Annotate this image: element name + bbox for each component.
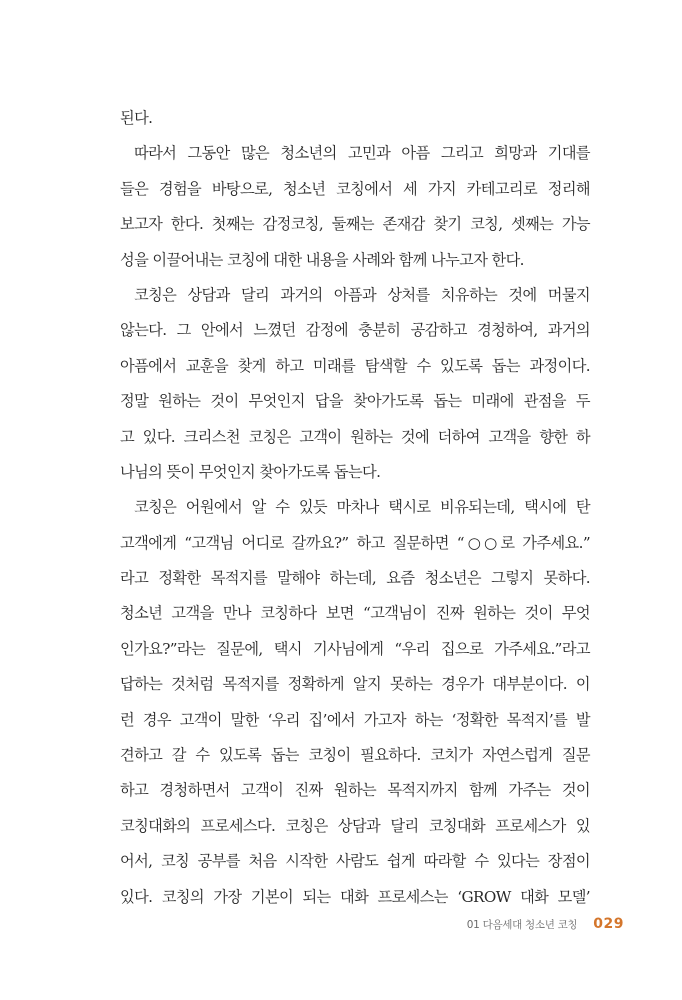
text-line: 된다.: [120, 109, 153, 127]
text-line: 답하는 것처럼 목적지를 정확하게 알지 못하는 경우가 대부분이다. 이: [120, 675, 590, 694]
text-line: 런 경우 고객이 말한 ‘우리 집’에서 가고자 하는 ‘정확한 목적지’를 발: [120, 710, 590, 729]
text-line: 않는다. 그 안에서 느꼈던 감정에 충분히 공감하고 경청하여, 과거의: [120, 321, 590, 340]
running-footer-chapter: 01 다음세대 청소년 코칭: [466, 919, 578, 931]
text-line: 아픔에서 교훈을 찾게 하고 미래를 탐색할 수 있도록 돕는 과정이다.: [120, 356, 590, 375]
page-footer: [467, 916, 624, 936]
text-line: 어서, 코칭 공부를 처음 시작한 사람도 쉽게 따라할 수 있다는 장점이: [120, 852, 590, 871]
text-line: 견하고 갈 수 있도록 돕는 코칭이 필요하다. 코치가 자연스럽게 질문: [120, 746, 590, 765]
text-line: 들은 경험을 바탕으로, 청소년 코칭에서 세 가지 카테고리로 정리해: [120, 179, 590, 198]
text-line: 코칭은 어원에서 알 수 있듯 마차나 택시로 비유되는데, 택시에 탄: [134, 498, 590, 517]
text-line: 따라서 그동안 많은 청소년의 고민과 아픔 그리고 희망과 기대를: [134, 144, 590, 163]
text-line: 정말 원하는 것이 무엇인지 답을 찾아가도록 돕는 미래에 관점을 두: [120, 392, 590, 411]
text-line: 코칭대화의 프로세스다. 코칭은 상담과 달리 코칭대화 프로세스가 있: [120, 816, 590, 835]
text-line: 나님의 뜻이 무엇인지 찾아가도록 돕는다.: [120, 462, 381, 481]
text-line: 고 있다. 크리스천 코칭은 고객이 원하는 것에 더하여 고객을 향한 하: [120, 427, 590, 446]
text-line: 고객에게 “고객님 어디로 갈까요?” 하고 질문하면 “○○로 가주세요.”: [120, 533, 590, 552]
text-line: 성을 이끌어내는 코칭에 대한 내용을 사례와 함께 나누고자 한다.: [120, 250, 524, 269]
body-text: [120, 101, 590, 915]
text-line: 보고자 한다. 첫째는 감정코칭, 둘째는 존재감 찾기 코칭, 셋째는 가능: [120, 215, 590, 234]
text-line: 청소년 고객을 만나 코칭하다 보면 “고객님이 진짜 원하는 것이 무엇: [120, 604, 590, 623]
text-line: 코칭은 상담과 달리 과거의 아픔과 상처를 치유하는 것에 머물지: [134, 285, 590, 304]
text-line: 있다. 코칭의 가장 기본이 되는 대화 프로세스는 ‘GROW 대화 모델’: [120, 887, 590, 906]
text-line: 하고 경청하면서 고객이 진짜 원하는 목적지까지 함께 가주는 것이: [120, 781, 590, 800]
text-line: 인가요?”라는 질문에, 택시 기사님에게 “우리 집으로 가주세요.”라고: [120, 639, 590, 658]
page-number: 029: [593, 916, 624, 932]
text-line: 라고 정확한 목적지를 말해야 하는데, 요즘 청소년은 그렇지 못하다.: [120, 569, 590, 588]
